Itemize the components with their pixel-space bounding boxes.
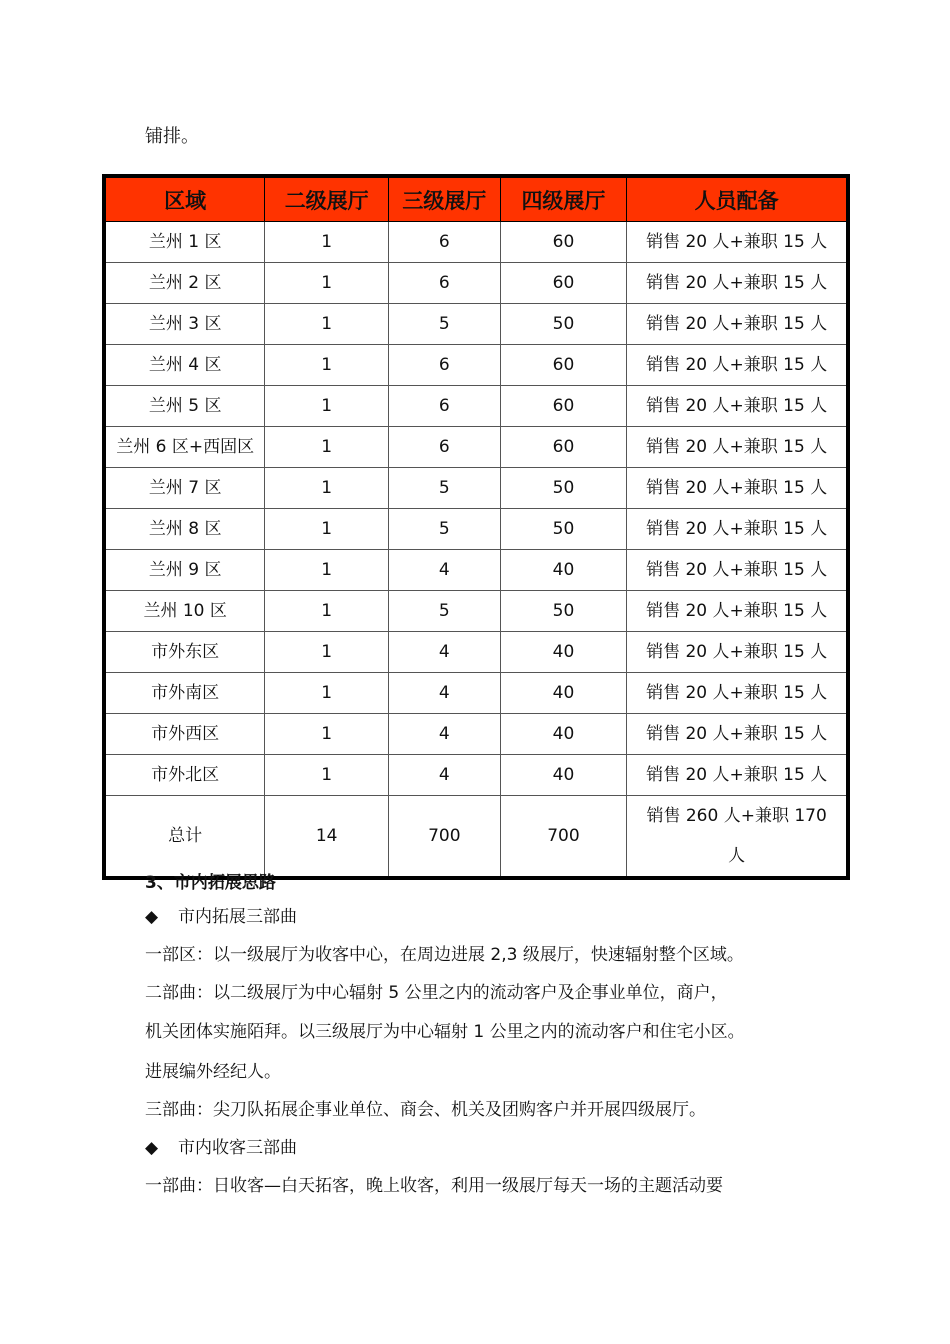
cell-level4: 60 — [500, 345, 627, 386]
cell-region: 市外北区 — [104, 755, 265, 796]
cell-region: 兰州 1 区 — [104, 222, 265, 263]
cell-staff: 销售 20 人+兼职 15 人 — [627, 427, 848, 468]
cell-level3: 4 — [389, 673, 501, 714]
cell-level3: 6 — [389, 345, 501, 386]
table-row — [104, 304, 848, 345]
table-row — [104, 263, 848, 304]
section-heading: 3、市内拓展思路 — [145, 873, 276, 893]
cell-staff: 销售 20 人+兼职 15 人 — [627, 304, 848, 345]
bullet-item — [145, 898, 845, 936]
cell-level3: 4 — [389, 550, 501, 591]
cell-level2: 1 — [265, 673, 389, 714]
total-level4: 700 — [500, 796, 627, 879]
table-row — [104, 222, 848, 263]
cell-level3: 6 — [389, 222, 501, 263]
table-row — [104, 714, 848, 755]
cell-level2: 1 — [265, 345, 389, 386]
cell-region: 市外东区 — [104, 632, 265, 673]
cell-level4: 60 — [500, 263, 627, 304]
cell-level4: 60 — [500, 222, 627, 263]
cell-level4: 60 — [500, 427, 627, 468]
cell-level3: 5 — [389, 509, 501, 550]
cell-region: 兰州 5 区 — [104, 386, 265, 427]
cell-level2: 1 — [265, 222, 389, 263]
cell-staff: 销售 20 人+兼职 15 人 — [627, 755, 848, 796]
cell-level2: 1 — [265, 632, 389, 673]
cell-staff: 销售 20 人+兼职 15 人 — [627, 468, 848, 509]
cell-staff: 销售 20 人+兼职 15 人 — [627, 673, 848, 714]
cell-level3: 6 — [389, 386, 501, 427]
cell-region: 兰州 7 区 — [104, 468, 265, 509]
cell-staff: 销售 20 人+兼职 15 人 — [627, 263, 848, 304]
cell-region: 市外西区 — [104, 714, 265, 755]
table-total-row — [104, 796, 848, 879]
bullet-item — [145, 1129, 845, 1167]
table-row — [104, 468, 848, 509]
cell-staff: 销售 20 人+兼职 15 人 — [627, 345, 848, 386]
cell-level3: 6 — [389, 427, 501, 468]
cell-staff: 销售 20 人+兼职 15 人 — [627, 632, 848, 673]
table-header-row — [104, 176, 848, 222]
cell-level2: 1 — [265, 755, 389, 796]
table-row — [104, 591, 848, 632]
cell-level4: 60 — [500, 386, 627, 427]
total-label: 总计 — [104, 796, 265, 879]
table-row — [104, 427, 848, 468]
cell-level4: 40 — [500, 755, 627, 796]
cell-level3: 5 — [389, 304, 501, 345]
table-row — [104, 550, 848, 591]
cell-staff: 销售 20 人+兼职 15 人 — [627, 509, 848, 550]
cell-level4: 50 — [500, 591, 627, 632]
total-staff-line2: 人 — [728, 846, 746, 866]
total-staff — [627, 796, 848, 879]
total-level2: 14 — [265, 796, 389, 879]
cell-level3: 6 — [389, 263, 501, 304]
cell-level4: 50 — [500, 509, 627, 550]
paragraph: 机关团体实施陌拜。以三级展厅为中心辐射 1 公里之内的流动客户和住宅小区。 — [145, 1022, 745, 1042]
exhibition-table — [102, 174, 850, 880]
total-level3: 700 — [389, 796, 501, 879]
total-staff-line1: 销售 260 人+兼职 170 — [646, 806, 827, 826]
cell-staff: 销售 20 人+兼职 15 人 — [627, 714, 848, 755]
cell-level3: 4 — [389, 714, 501, 755]
header-level3: 三级展厅 — [389, 176, 501, 222]
cell-level2: 1 — [265, 509, 389, 550]
cell-level2: 1 — [265, 427, 389, 468]
cell-level2: 1 — [265, 714, 389, 755]
cell-level2: 1 — [265, 591, 389, 632]
cell-level2: 1 — [265, 468, 389, 509]
cell-level3: 4 — [389, 632, 501, 673]
cell-level2: 1 — [265, 386, 389, 427]
cell-level4: 40 — [500, 673, 627, 714]
cell-staff: 销售 20 人+兼职 15 人 — [627, 591, 848, 632]
cell-level4: 40 — [500, 714, 627, 755]
cell-region: 兰州 10 区 — [104, 591, 265, 632]
table-row — [104, 386, 848, 427]
header-region: 区域 — [104, 176, 265, 222]
cell-region: 兰州 8 区 — [104, 509, 265, 550]
cell-region: 兰州 6 区+西固区 — [104, 427, 265, 468]
cell-level3: 4 — [389, 755, 501, 796]
cell-region: 兰州 2 区 — [104, 263, 265, 304]
paragraph: 进展编外经纪人。 — [145, 1062, 281, 1082]
header-level4: 四级展厅 — [500, 176, 627, 222]
paragraph: 三部曲：尖刀队拓展企事业单位、商会、机关及团购客户并开展四级展厅。 — [145, 1100, 706, 1120]
bullet-text: 市内拓展三部曲 — [178, 907, 297, 927]
cell-level4: 40 — [500, 632, 627, 673]
cell-staff: 销售 20 人+兼职 15 人 — [627, 386, 848, 427]
intro-text: 铺排。 — [145, 126, 199, 147]
table-row — [104, 755, 848, 796]
paragraph: 二部曲：以二级展厅为中心辐射 5 公里之内的流动客户及企事业单位，商户， — [145, 983, 728, 1003]
table-row — [104, 632, 848, 673]
diamond-bullet-icon: ◆ — [145, 907, 159, 927]
table-row — [104, 509, 848, 550]
cell-level4: 40 — [500, 550, 627, 591]
header-staff: 人员配备 — [627, 176, 848, 222]
cell-level4: 50 — [500, 468, 627, 509]
diamond-bullet-icon: ◆ — [145, 1138, 159, 1158]
cell-level2: 1 — [265, 550, 389, 591]
cell-level3: 5 — [389, 591, 501, 632]
paragraph: 一部区：以一级展厅为收客中心，在周边进展 2,3 级展厅，快速辐射整个区域。 — [145, 945, 744, 965]
table-row — [104, 673, 848, 714]
cell-region: 市外南区 — [104, 673, 265, 714]
cell-region: 兰州 3 区 — [104, 304, 265, 345]
table-row — [104, 345, 848, 386]
paragraph: 一部曲：日收客—白天拓客，晚上收客，利用一级展厅每天一场的主题活动要 — [145, 1176, 723, 1196]
cell-level4: 50 — [500, 304, 627, 345]
cell-region: 兰州 4 区 — [104, 345, 265, 386]
cell-region: 兰州 9 区 — [104, 550, 265, 591]
cell-staff: 销售 20 人+兼职 15 人 — [627, 222, 848, 263]
cell-level2: 1 — [265, 263, 389, 304]
cell-staff: 销售 20 人+兼职 15 人 — [627, 550, 848, 591]
section-body — [145, 868, 845, 1205]
header-level2: 二级展厅 — [265, 176, 389, 222]
cell-level3: 5 — [389, 468, 501, 509]
cell-level2: 1 — [265, 304, 389, 345]
bullet-text: 市内收客三部曲 — [178, 1138, 297, 1158]
